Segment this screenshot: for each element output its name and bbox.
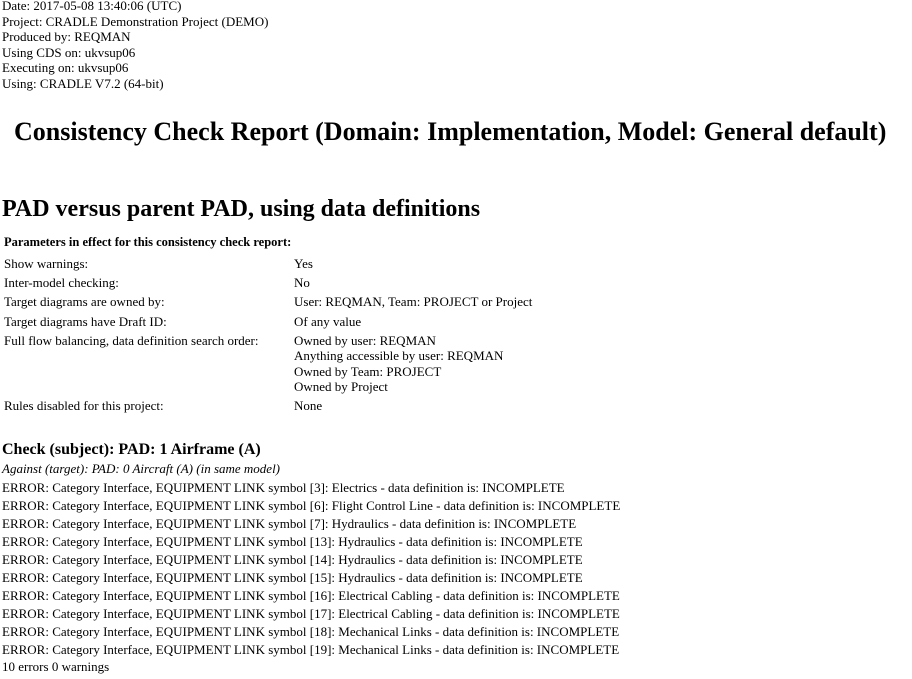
param-value xyxy=(294,294,532,309)
report-title: Consistency Check Report (Domain: Implementation, Model: General default) xyxy=(14,117,887,146)
param-value-line: Owned by Team: PROJECT xyxy=(294,363,442,379)
param-value-line: No xyxy=(294,275,310,290)
meta-project: Project: CRADLE Demonstration Project (DEMO) xyxy=(2,13,269,29)
param-label: Inter-model checking: xyxy=(4,275,119,290)
param-row-show-warnings xyxy=(4,256,313,271)
param-row-search-order xyxy=(4,333,503,394)
param-value-line: Yes xyxy=(294,256,313,271)
param-row-rules-disabled xyxy=(4,398,322,413)
meta-produced-by: Produced by: REQMAN xyxy=(2,29,131,44)
param-value xyxy=(294,256,313,271)
param-row-target-owner xyxy=(4,294,532,309)
error-line: ERROR: Category Interface, EQUIPMENT LINK symbol [17]: Electrical Cabling - data definition is: INCOMPLETE xyxy=(2,606,620,621)
error-line: ERROR: Category Interface, EQUIPMENT LINK symbol [13]: Hydraulics - data definition is: INCOMPLETE xyxy=(2,534,583,549)
param-value-line: Owned by user: REQMAN xyxy=(294,333,436,348)
error-list xyxy=(2,479,620,659)
error-line: ERROR: Category Interface, EQUIPMENT LINK symbol [18]: Mechanical Links - data definition is: INCOMPLETE xyxy=(2,624,620,639)
error-line: ERROR: Category Interface, EQUIPMENT LINK symbol [14]: Hydraulics - data definition is: INCOMPLETE xyxy=(2,552,583,567)
parameters-table xyxy=(4,234,624,413)
meta-using-cds: Using CDS on: ukvsup06 xyxy=(2,44,136,60)
parameters-heading: Parameters in effect for this consistency check report: xyxy=(4,235,292,249)
error-summary: 10 errors 0 warnings xyxy=(2,659,110,674)
error-line: ERROR: Category Interface, EQUIPMENT LINK symbol [19]: Mechanical Links - data definition is: INCOMPLETE xyxy=(2,642,620,657)
error-line: ERROR: Category Interface, EQUIPMENT LINK symbol [6]: Flight Control Line - data definition is: INCOMPLETE xyxy=(2,498,621,513)
param-value xyxy=(294,333,503,394)
meta-date: Date: 2017-05-08 13:40:06 (UTC) xyxy=(2,0,182,13)
meta-executing-on: Executing on: ukvsup06 xyxy=(2,60,129,75)
param-row-draft-id xyxy=(4,314,361,329)
report-metadata xyxy=(2,0,268,91)
param-value-line: User: REQMAN, Team: PROJECT or Project xyxy=(294,294,533,309)
section-title: PAD versus parent PAD, using data definitions xyxy=(2,196,481,222)
error-line: ERROR: Category Interface, EQUIPMENT LINK symbol [7]: Hydraulics - data definition is: INCOMPLETE xyxy=(2,516,577,531)
meta-using: Using: CRADLE V7.2 (64-bit) xyxy=(2,75,164,91)
check-subject: Check (subject): PAD: 1 Airframe (A) xyxy=(2,441,261,458)
param-label: Target diagrams have Draft ID: xyxy=(4,314,167,329)
check-target: Against (target): PAD: 0 Aircraft (A) (in same model) xyxy=(2,461,281,476)
param-label: Target diagrams are owned by: xyxy=(4,294,165,309)
param-value xyxy=(294,398,322,413)
error-line: ERROR: Category Interface, EQUIPMENT LINK symbol [15]: Hydraulics - data definition is: INCOMPLETE xyxy=(2,570,583,585)
param-label: Rules disabled for this project: xyxy=(4,398,164,413)
param-value xyxy=(294,275,310,290)
param-value xyxy=(294,314,361,329)
error-line: ERROR: Category Interface, EQUIPMENT LINK symbol [3]: Electrics - data definition is: INCOMPLETE xyxy=(2,480,565,495)
param-value-line: None xyxy=(294,398,323,413)
param-label: Full flow balancing, data definition search order: xyxy=(4,333,259,348)
param-row-inter-model-checking xyxy=(4,275,310,290)
param-value-line: Anything accessible by user: REQMAN xyxy=(294,348,504,364)
error-line: ERROR: Category Interface, EQUIPMENT LINK symbol [16]: Electrical Cabling - data definition is: INCOMPLETE xyxy=(2,588,620,603)
param-value-line: Of any value xyxy=(294,314,362,329)
param-label: Show warnings: xyxy=(4,256,89,271)
param-value-line: Owned by Project xyxy=(294,378,388,394)
